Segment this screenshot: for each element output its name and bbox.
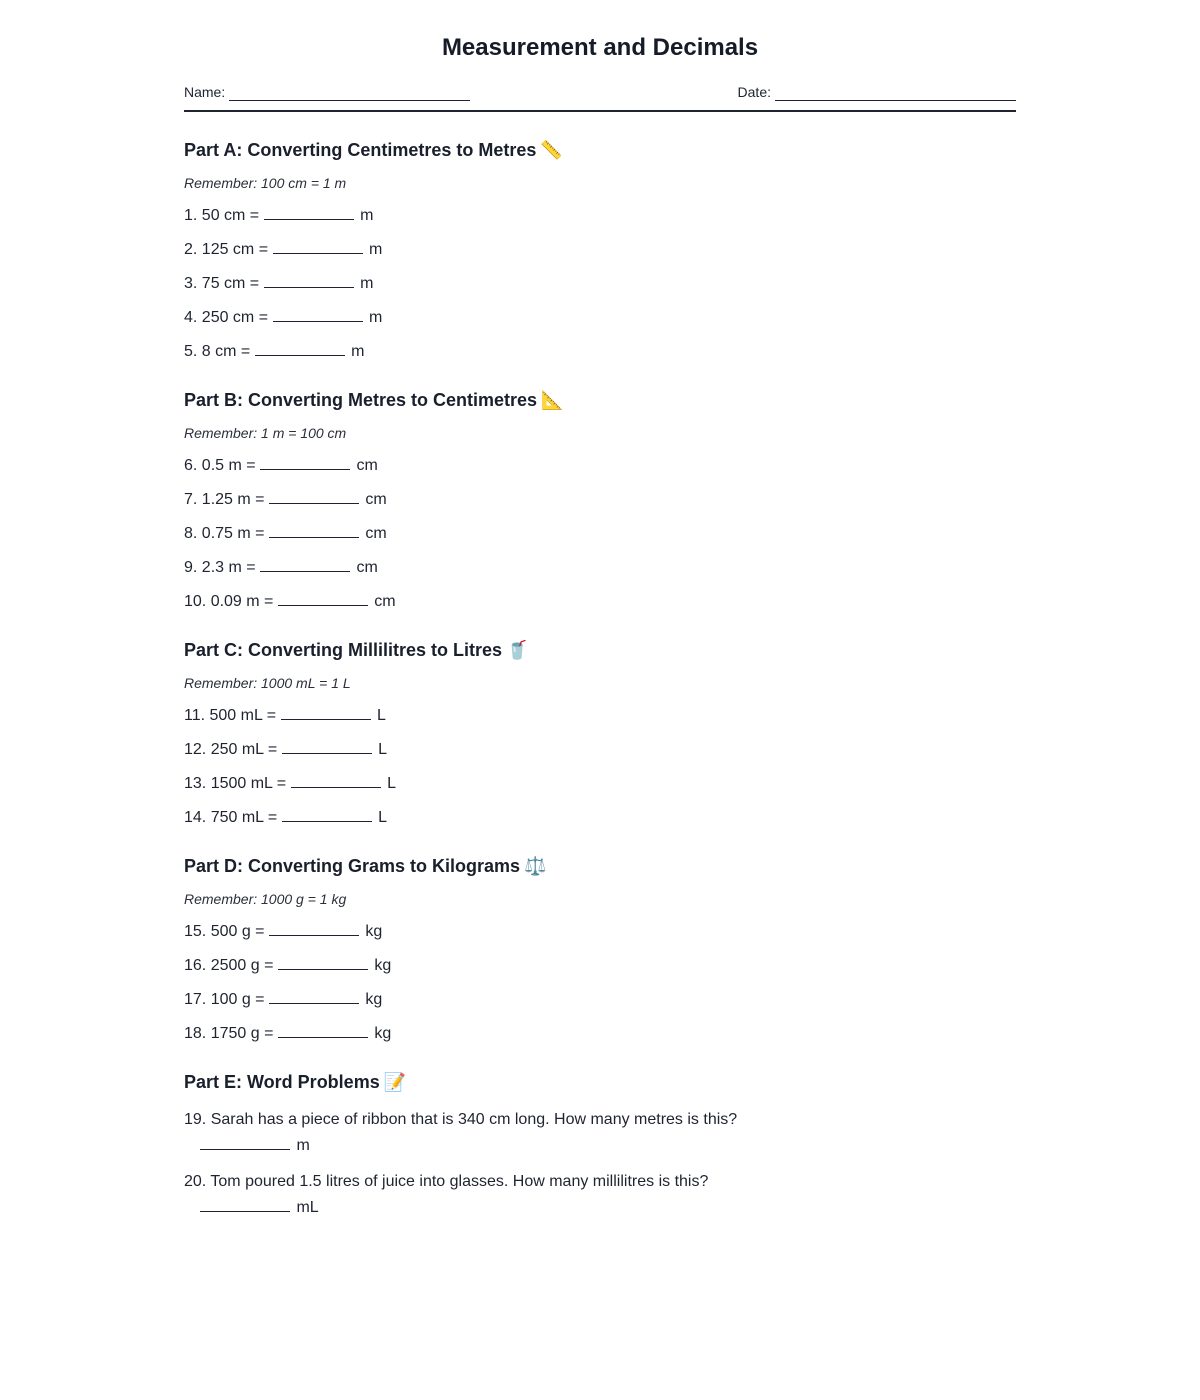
problem-unit: cm — [356, 457, 378, 474]
answer-blank[interactable] — [278, 954, 368, 970]
problem-list — [184, 920, 1016, 1044]
problem-item — [184, 238, 1016, 260]
problem-unit: L — [378, 741, 388, 758]
page-title: Measurement and Decimals — [441, 34, 759, 61]
problem-unit: L — [376, 707, 386, 724]
problem-unit: m — [351, 343, 365, 360]
cup-icon: 🥤 — [506, 640, 529, 660]
date-label: Date: — [737, 84, 771, 100]
problem-unit: cm — [365, 491, 387, 508]
problem-list — [184, 204, 1016, 362]
word-problem-question: 19. Sarah has a piece of ribbon that is 340 cm long. How many metres is this? — [184, 1111, 738, 1128]
problem-unit: m — [368, 309, 383, 326]
answer-blank[interactable] — [281, 704, 371, 720]
name-label: Name: — [184, 84, 226, 100]
problem-unit: mL — [296, 1199, 319, 1216]
problem-item — [184, 272, 1016, 294]
problem-prompt: 13. 1500 mL = — [184, 775, 287, 792]
answer-blank[interactable] — [278, 1022, 368, 1038]
section-title-text: Part A: Converting Centimetres to Metres — [184, 140, 537, 160]
answer-blank[interactable] — [291, 772, 381, 788]
answer-blank[interactable] — [255, 340, 345, 356]
header-divider — [184, 110, 1016, 112]
problem-prompt: 3. 75 cm = — [184, 275, 260, 292]
problem-prompt: 17. 100 g = — [184, 991, 265, 1008]
date-field — [738, 83, 1016, 101]
section-reminder: Remember: 100 cm = 1 m — [184, 175, 347, 191]
problem-item — [184, 204, 1016, 226]
section-title — [184, 138, 1016, 162]
section-reminder: Remember: 1000 g = 1 kg — [184, 891, 347, 907]
problem-item — [184, 772, 1016, 794]
section-title — [184, 854, 1016, 878]
problem-item — [184, 590, 1016, 612]
problem-item — [184, 1022, 1016, 1044]
word-problem-answer — [200, 1134, 1016, 1156]
answer-blank[interactable] — [269, 988, 359, 1004]
problem-unit: kg — [374, 1025, 392, 1042]
answer-blank[interactable] — [260, 556, 350, 572]
section-title-text: Part B: Converting Metres to Centimetres — [184, 390, 538, 410]
answer-blank[interactable] — [273, 238, 363, 254]
problem-item — [184, 454, 1016, 476]
problem-unit: cm — [365, 525, 387, 542]
triangle-ruler-icon: 📐 — [541, 390, 564, 410]
problem-prompt: 8. 0.75 m = — [184, 525, 265, 542]
problem-unit: m — [360, 207, 374, 224]
problem-unit: cm — [374, 593, 396, 610]
problem-item — [184, 488, 1016, 510]
word-problem-answer — [200, 1196, 1016, 1218]
problem-prompt: 5. 8 cm = — [184, 343, 251, 360]
answer-blank[interactable] — [269, 522, 359, 538]
answer-blank[interactable] — [269, 488, 359, 504]
date-blank[interactable] — [775, 86, 1016, 101]
problem-prompt: 9. 2.3 m = — [184, 559, 256, 576]
answer-blank[interactable] — [264, 272, 354, 288]
answer-blank[interactable] — [200, 1134, 290, 1150]
word-problem-list — [184, 1110, 1016, 1218]
problem-prompt: 16. 2500 g = — [184, 957, 274, 974]
problem-item — [184, 920, 1016, 942]
answer-blank[interactable] — [282, 738, 372, 754]
problem-unit: cm — [356, 559, 378, 576]
problem-prompt: 7. 1.25 m = — [184, 491, 265, 508]
answer-blank[interactable] — [264, 204, 354, 220]
answer-blank[interactable] — [200, 1196, 290, 1212]
section-part-b — [184, 388, 1016, 612]
answer-blank[interactable] — [269, 920, 359, 936]
problem-unit: L — [378, 809, 388, 826]
name-blank[interactable] — [229, 86, 470, 101]
section-title-text: Part C: Converting Millilitres to Litres — [184, 640, 503, 660]
answer-blank[interactable] — [278, 590, 368, 606]
answer-blank[interactable] — [273, 306, 363, 322]
word-problem — [184, 1172, 1016, 1218]
problem-prompt: 4. 250 cm = — [184, 309, 269, 326]
problem-unit: kg — [365, 991, 383, 1008]
section-part-d — [184, 854, 1016, 1044]
section-part-c — [184, 638, 1016, 828]
word-problem — [184, 1110, 1016, 1156]
section-reminder: Remember: 1 m = 100 cm — [184, 425, 347, 441]
problem-item — [184, 738, 1016, 760]
problem-item — [184, 556, 1016, 578]
word-problem-question: 20. Tom poured 1.5 litres of juice into glasses. How many millilitres is this? — [184, 1173, 709, 1190]
name-field — [184, 83, 470, 101]
section-part-a — [184, 138, 1016, 362]
section-title — [184, 388, 1016, 412]
problem-item — [184, 340, 1016, 362]
problem-prompt: 11. 500 mL = — [184, 707, 277, 724]
memo-icon: 📝 — [383, 1072, 407, 1092]
problem-prompt: 10. 0.09 m = — [184, 593, 274, 610]
problem-unit: m — [368, 241, 383, 258]
problem-prompt: 18. 1750 g = — [184, 1025, 274, 1042]
problem-prompt: 1. 50 cm = — [184, 207, 260, 224]
section-title — [184, 638, 1016, 662]
problem-prompt: 15. 500 g = — [184, 923, 265, 940]
problem-item — [184, 522, 1016, 544]
problem-unit: m — [296, 1137, 310, 1154]
problem-unit: L — [387, 775, 396, 792]
student-info-row — [184, 83, 1016, 101]
answer-blank[interactable] — [282, 806, 372, 822]
problem-list — [184, 454, 1016, 612]
problem-unit: m — [360, 275, 374, 292]
section-title-text: Part E: Word Problems — [184, 1072, 380, 1092]
section-title — [184, 1070, 1016, 1094]
section-reminder: Remember: 1000 mL = 1 L — [184, 675, 351, 691]
worksheet-page — [184, 0, 1016, 1218]
problem-prompt: 14. 750 mL = — [184, 809, 278, 826]
problem-unit: kg — [374, 957, 392, 974]
problem-item — [184, 954, 1016, 976]
section-title-text: Part D: Converting Grams to Kilograms — [184, 856, 521, 876]
answer-blank[interactable] — [260, 454, 350, 470]
problem-unit: kg — [365, 923, 383, 940]
scales-icon: ⚖️ — [524, 856, 547, 876]
ruler-icon: 📏 — [540, 140, 563, 160]
problem-item — [184, 704, 1016, 726]
problem-prompt: 12. 250 mL = — [184, 741, 278, 758]
problem-item — [184, 306, 1016, 328]
problem-list — [184, 704, 1016, 828]
problem-prompt: 2. 125 cm = — [184, 241, 269, 258]
problem-prompt: 6. 0.5 m = — [184, 457, 256, 474]
problem-item — [184, 988, 1016, 1010]
section-part-e — [184, 1070, 1016, 1218]
problem-item — [184, 806, 1016, 828]
